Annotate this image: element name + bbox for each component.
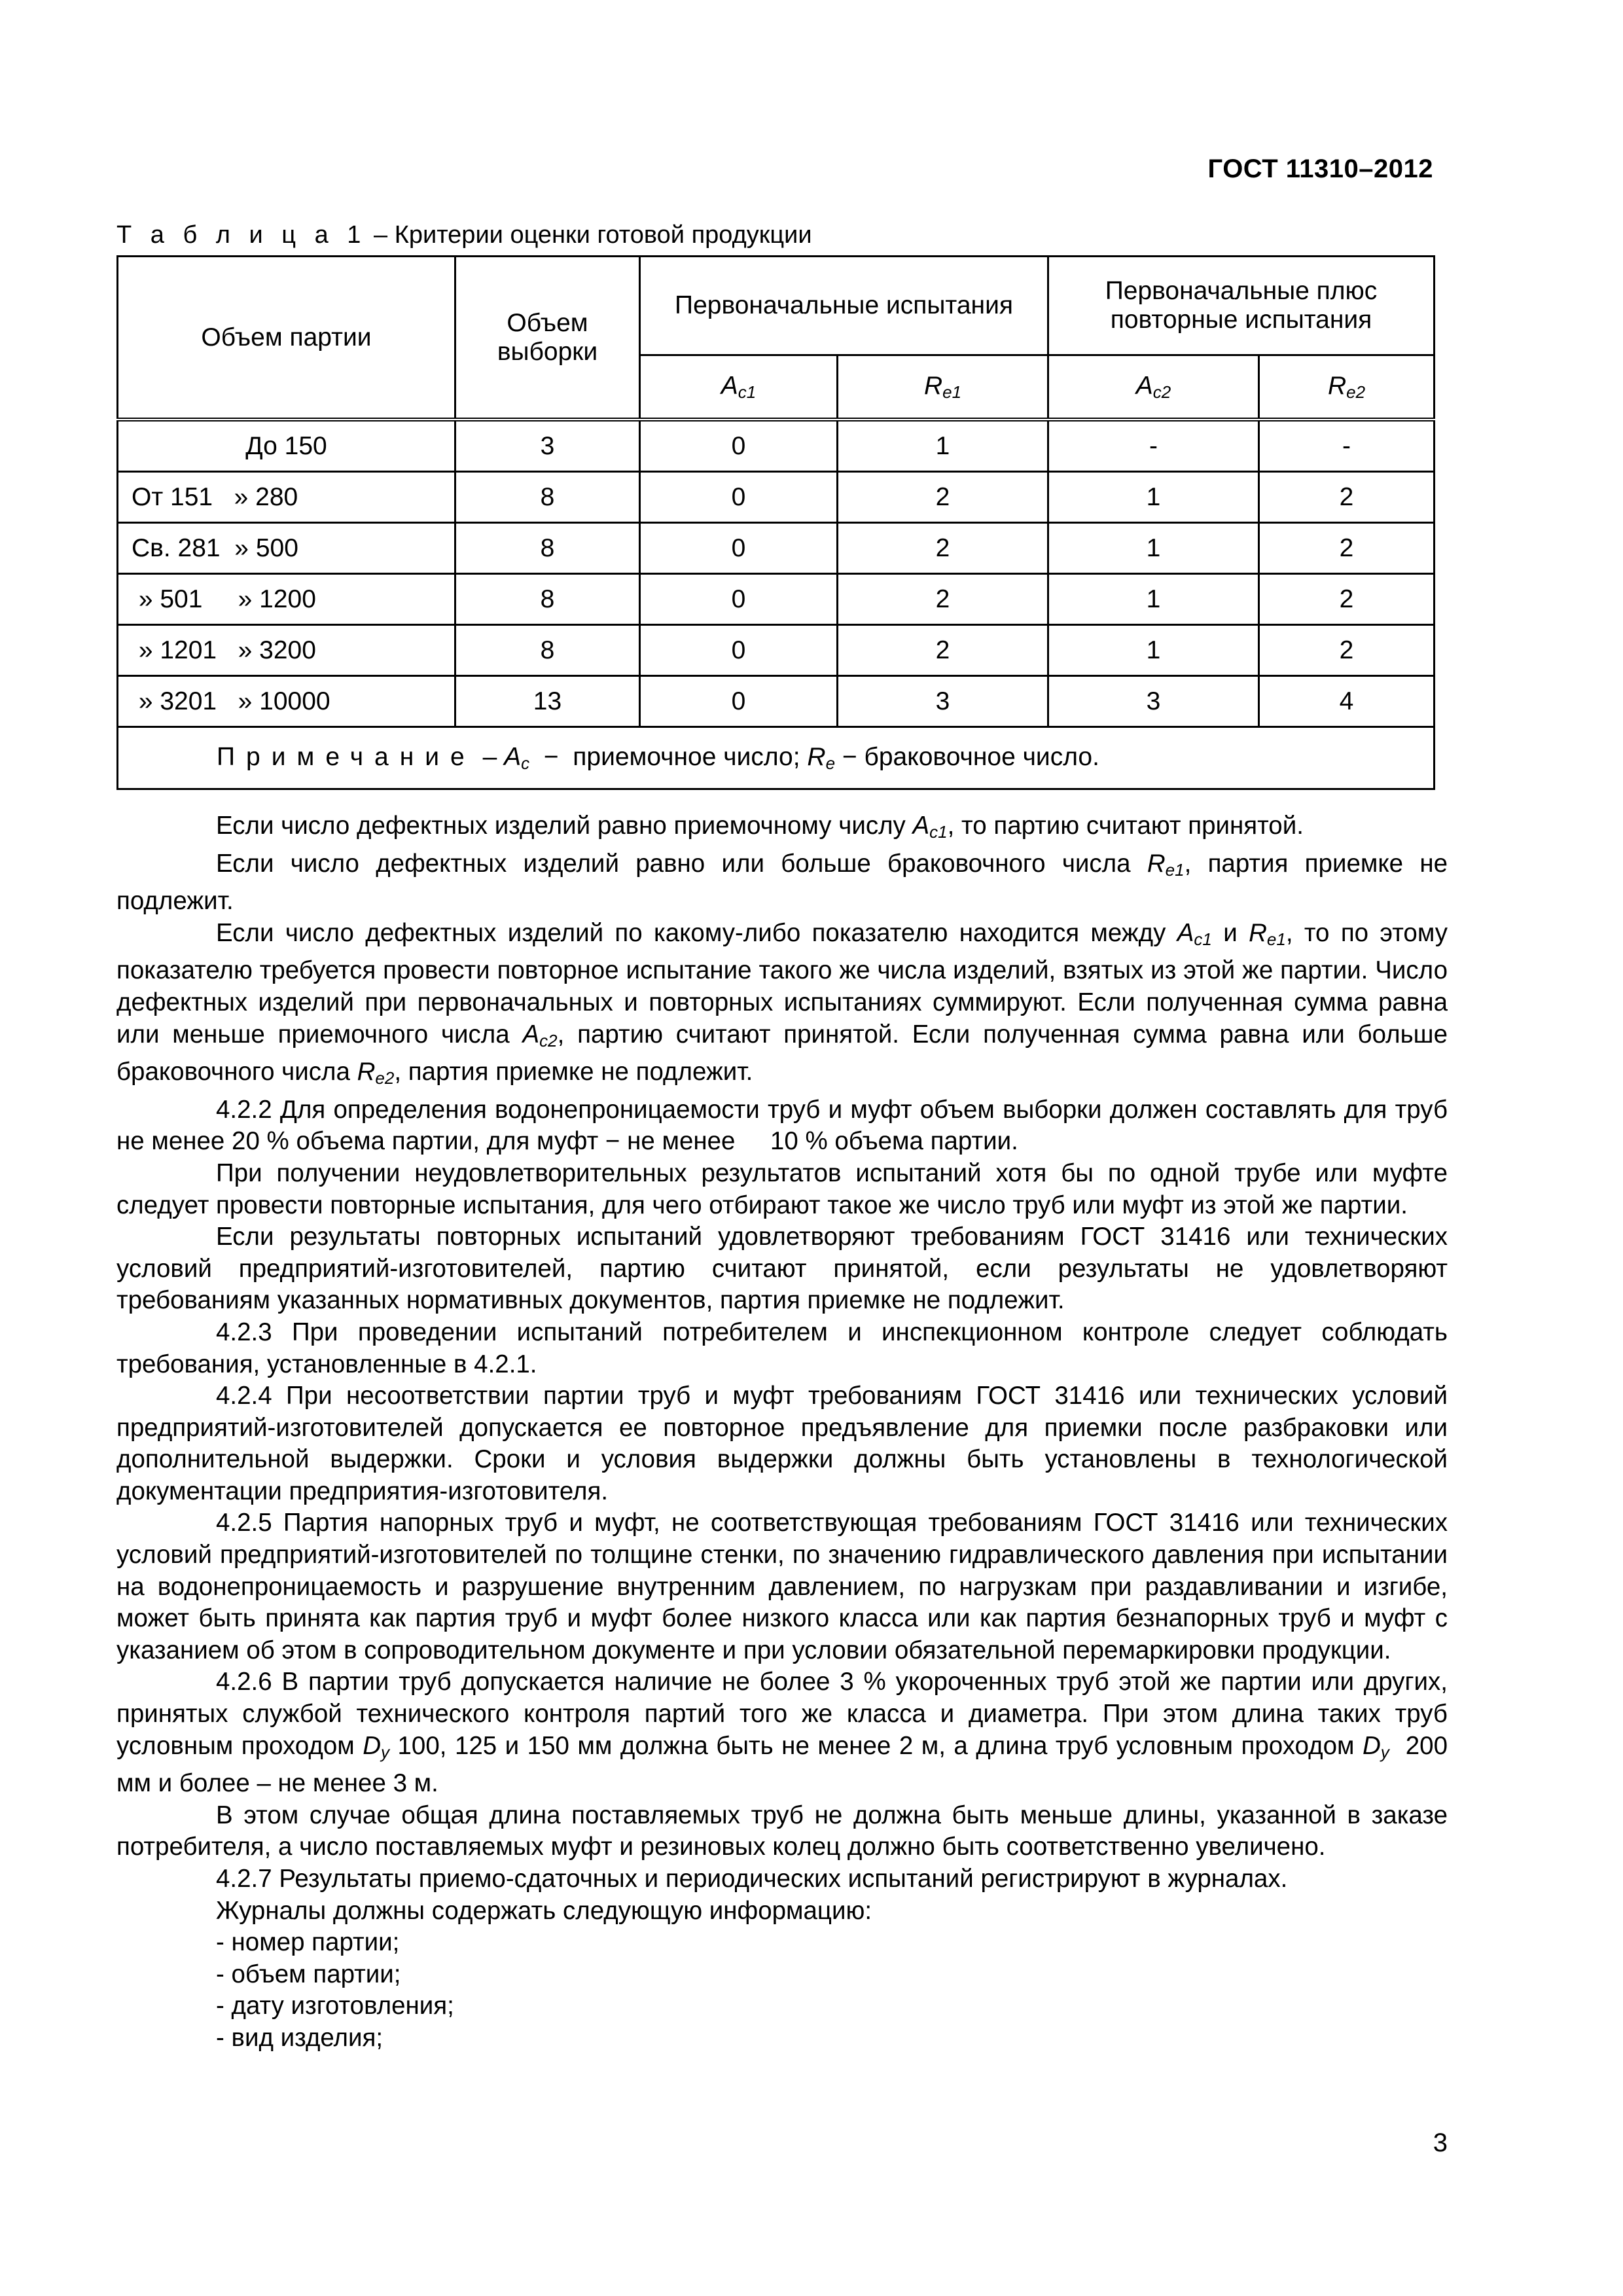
paragraph: Если результаты повторных испытаний удовлетворяют требованиям ГОСТ 31416 или технических условий предприятий-изготовителей, партию считают принятой, если результаты не удовлетворяют требованиям указанных нормативных документов, партия приемке не подлежит.: [116, 1223, 1448, 1315]
cell-batch: » 1201 » 3200: [118, 625, 455, 676]
paragraph: 4.2.6 В партии труб допускается наличие не более 3 % укороченных труб этой же партии или других, принятых службой технического контроля партий того же класса и диаметра. При этом длина таких труб условным проходом $D_y$ 100, 125 и 150 мм должна быть не менее 2 м, а длина труб условным проходом $D_y$ 200 мм и более – не менее 3 м.: [116, 1668, 1455, 1798]
cell-ac2: 1: [1048, 472, 1259, 523]
cell-re1: 3: [838, 676, 1048, 727]
paragraph: 4.2.5 Партия напорных труб и муфт, не соответствующая требованиям ГОСТ 31416 или технических условий предприятий-изготовителей по толщине стенки, по значению гидравлического давления при испытании на водонепроницаемость и разрушение внутренним давлением, по нагрузкам при раздавливании и изгибе, может быть принята как партия труб и муфт более низкого класса или как партия безнапорных труб и муфт с указанием об этом в сопроводительном документе и при условии обязательной перемаркировки продукции.: [116, 1509, 1448, 1664]
cell-ac2: 3: [1048, 676, 1259, 727]
cell-ac2: 1: [1048, 574, 1259, 625]
paragraph: 4.2.3 При проведении испытаний потребителем и инспекционном контроле следует соблюдать требования, установленные в 4.2.1.: [116, 1318, 1448, 1378]
header-re1: $R_{e1}$: [838, 355, 1048, 420]
cell-sample: 8: [455, 574, 640, 625]
cell-sample: 3: [455, 420, 640, 472]
body-text: [116, 810, 1455, 2054]
table-note: Примечание – $A_c$ − приемочное число; $R_e$ − браковочное число.: [118, 727, 1435, 789]
table-row: [118, 472, 1435, 523]
cell-sample: 8: [455, 625, 640, 676]
cell-re1: 1: [838, 420, 1048, 472]
header-re2: $R_{e2}$: [1259, 355, 1435, 420]
table-row: [118, 625, 1435, 676]
paragraph: 4.2.2 Для определения водонепроницаемости труб и муфт объем выборки должен составлять для труб не менее 20 % объема партии, для муфт − не менее 10 % объема партии.: [116, 1095, 1455, 1156]
header-batch-size: Объем партии: [118, 257, 455, 420]
cell-ac1: 0: [640, 574, 838, 625]
table-caption-label: Т а б л и ц а 1: [116, 221, 367, 249]
header-ac2: $A_{c2}$: [1048, 355, 1259, 420]
cell-ac1: 0: [640, 420, 838, 472]
note-label: Примечание: [217, 742, 476, 771]
page-number: 3: [1433, 2128, 1448, 2157]
cell-batch: Св. 281 » 500: [118, 523, 455, 574]
cell-re1: 2: [838, 625, 1048, 676]
cell-re2: 2: [1259, 625, 1435, 676]
acceptance-criteria-table: [116, 255, 1435, 790]
cell-re2: 2: [1259, 574, 1435, 625]
table-row: [118, 676, 1435, 727]
paragraph: 4.2.4 При несоответствии партии труб и муфт требованиям ГОСТ 31416 или технических условий предприятий-изготовителей допускается ее повторное предъявление для приемки после разбраковки или дополнительной выдержки. Сроки и условия выдержки должны быть установлены в технологической документации предприятия-изготовителя.: [116, 1382, 1448, 1505]
cell-re1: 2: [838, 472, 1048, 523]
paragraph: Если число дефектных изделий равно приемочному числу $A_{c1}$, то партию считают принятой.: [216, 812, 1304, 842]
table-caption: [116, 221, 812, 249]
table-row: [118, 420, 1435, 472]
cell-re2: 4: [1259, 676, 1435, 727]
list-item: - дату изготовления;: [216, 1992, 454, 2020]
cell-re2: 2: [1259, 472, 1435, 523]
cell-ac2: 1: [1048, 523, 1259, 574]
cell-re1: 2: [838, 523, 1048, 574]
paragraph: Если число дефектных изделий по какому-либо показателю находится между $A_{c1}$ и $R_{e1}$, то по этому показателю требуется провести повторное испытание такого же числа изделий, взятых из этой же партии. Число дефектных изделий при первоначальных и повторных испытаниях суммируют. Если полученная сумма равна или меньше приемочного числа $A_{c2}$, партию считают принятой. Если полученная сумма равна или больше браковочного числа $R_{e2}$, партия приемке не подлежит.: [116, 918, 1448, 1088]
cell-batch: До 150: [118, 420, 455, 472]
cell-sample: 8: [455, 472, 640, 523]
table-caption-title: – Критерии оценки готовой продукции: [366, 221, 812, 249]
cell-batch: От 151 » 280: [118, 472, 455, 523]
table-row: [118, 523, 1435, 574]
cell-sample: 8: [455, 523, 640, 574]
document-code: ГОСТ 11310–2012: [1207, 154, 1433, 183]
cell-ac1: 0: [640, 523, 838, 574]
table-note-row: [118, 727, 1435, 789]
cell-re2: -: [1259, 420, 1435, 472]
header-sample-size: Объем выборки: [455, 257, 640, 420]
cell-ac1: 0: [640, 472, 838, 523]
cell-ac1: 0: [640, 676, 838, 727]
list-item: - номер партии;: [216, 1928, 400, 1957]
paragraph: 4.2.7 Результаты приемо-сдаточных и периодических испытаний регистрируют в журналах.: [216, 1865, 1288, 1893]
paragraph: В этом случае общая длина поставляемых труб не должна быть меньше длины, указанной в заказе потребителя, а число поставляемых муфт и резиновых колец должно быть соответственно увеличено.: [116, 1801, 1448, 1861]
header-ac1: $A_{c1}$: [640, 355, 838, 420]
paragraph: Если число дефектных изделий равно или больше браковочного числа $R_{e1}$, партия приемке не подлежит.: [116, 849, 1448, 916]
header-repeat-tests: Первоначальные плюс повторные испытания: [1048, 257, 1435, 355]
cell-ac2: 1: [1048, 625, 1259, 676]
cell-re1: 2: [838, 574, 1048, 625]
cell-ac2: -: [1048, 420, 1259, 472]
cell-batch: » 3201 » 10000: [118, 676, 455, 727]
list-item: - вид изделия;: [216, 2023, 383, 2052]
cell-re2: 2: [1259, 523, 1435, 574]
cell-batch: » 501 » 1200: [118, 574, 455, 625]
paragraph: При получении неудовлетворительных результатов испытаний хотя бы по одной трубе или муфте следует провести повторные испытания, для чего отбирают такое же число труб или муфт из этой же партии.: [116, 1158, 1448, 1219]
list-item: - объем партии;: [216, 1960, 401, 1988]
cell-ac1: 0: [640, 625, 838, 676]
header-initial-tests: Первоначальные испытания: [640, 257, 1048, 355]
table-row: [118, 574, 1435, 625]
paragraph: Журналы должны содержать следующую информацию:: [216, 1896, 872, 1925]
cell-sample: 13: [455, 676, 640, 727]
